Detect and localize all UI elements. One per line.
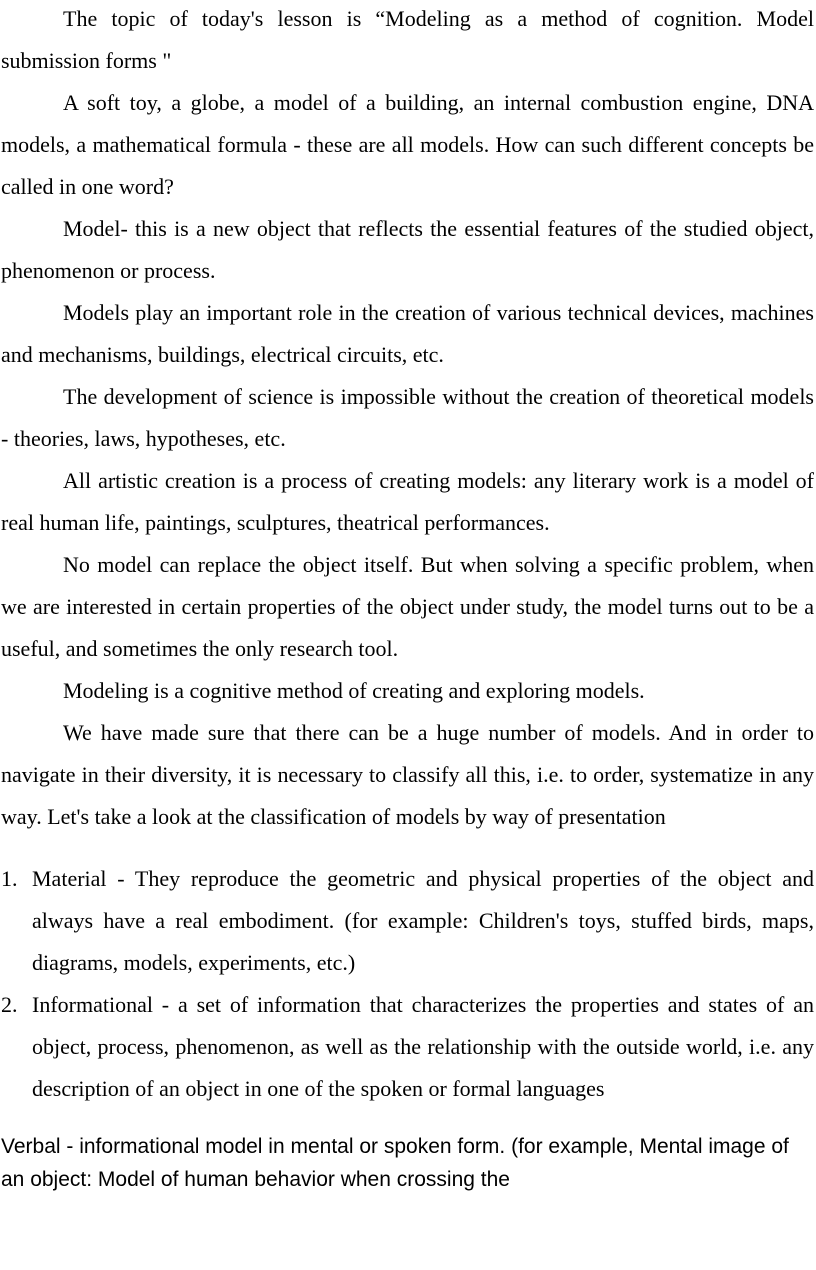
paragraph-models-examples: A soft toy, a globe, a model of a building, an internal combustion engine, DNA models, a mathematical formula - these are all models. How can such different concepts be called in one word?	[1, 90, 814, 199]
list-item-number: 2.	[1, 992, 18, 1017]
paragraph-modeling-definition: Modeling is a cognitive method of creating and exploring models.	[63, 678, 645, 703]
model-types-list	[0, 858, 816, 1110]
list-item-text: Material - They reproduce the geometric and physical properties of the object and always have a real embodiment. (for example: Children's toys, stuffed birds, maps, diagrams, models, experiments, etc.)	[32, 866, 814, 975]
paragraph-model-definition: Model- this is a new object that reflects the essential features of the studied object, phenomenon or process.	[1, 216, 814, 283]
paragraph-artistic-creation: All artistic creation is a process of creating models: any literary work is a model of real human life, paintings, sculptures, theatrical performances.	[1, 468, 814, 535]
paragraph-model-limits: No model can replace the object itself. But when solving a specific problem, when we are interested in certain properties of the object under study, the model turns out to be a useful, and sometimes the only research tool.	[1, 552, 814, 661]
list-item-text: Informational - a set of information that characterizes the properties and states of an object, process, phenomenon, as well as the relationship with the outside world, i.e. any description of an object in one of the spoken or formal languages	[32, 992, 814, 1101]
list-item-number: 1.	[1, 866, 18, 891]
list-item	[0, 858, 816, 984]
paragraph-lesson-topic: The topic of today's lesson is “Modeling as a method of cognition. Model submission forms "	[1, 6, 814, 73]
verbal-model-paragraph: Verbal - informational model in mental or spoken form. (for example, Mental image of an object: Model of human behavior when crossing the	[1, 1135, 789, 1191]
paragraph-classification: We have made sure that there can be a huge number of models. And in order to navigate in their diversity, it is necessary to classify all this, i.e. to order, systematize in any way. Let's take a look at the classification of models by way of presentation	[1, 720, 814, 829]
paragraph-technical-role: Models play an important role in the creation of various technical devices, machines and mechanisms, buildings, electrical circuits, etc.	[1, 300, 814, 367]
paragraph-science: The development of science is impossible without the creation of theoretical models - theories, laws, hypotheses, etc.	[1, 384, 814, 451]
list-item	[0, 984, 816, 1110]
